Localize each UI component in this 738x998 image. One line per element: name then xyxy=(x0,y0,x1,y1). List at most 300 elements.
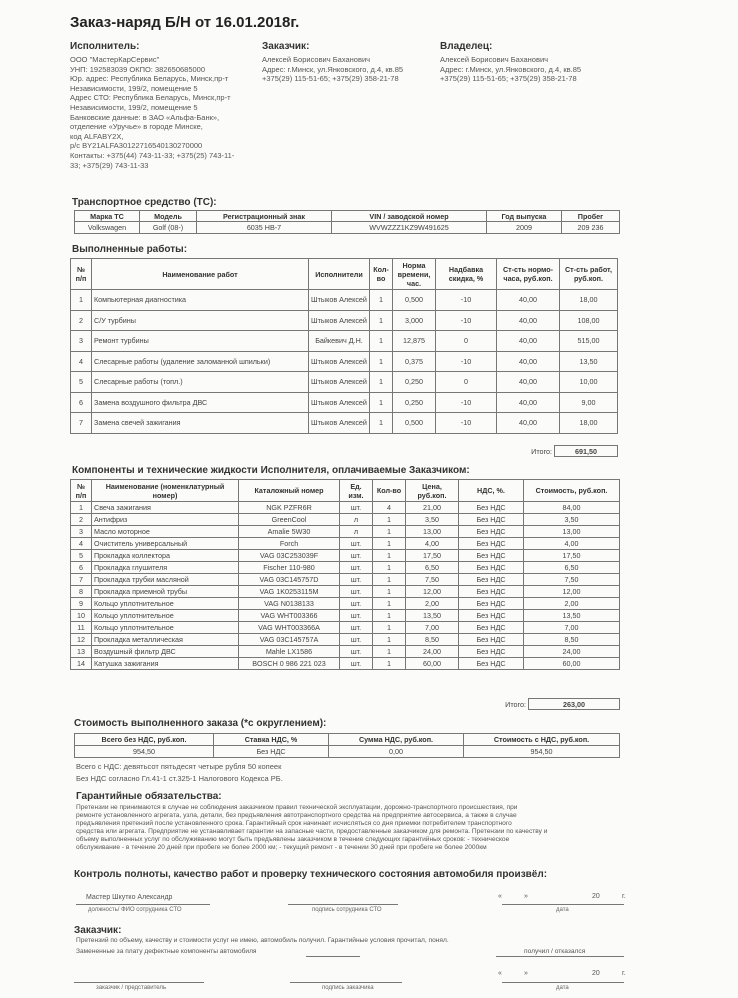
customer-address: Адрес: г.Минск, ул.Янковского, д.4, кв.85 xyxy=(262,64,404,74)
customer-heading: Заказчик: xyxy=(262,41,310,52)
table-cell: 40,00 xyxy=(497,310,560,331)
warranty-line: объему выполненных услуг по обслуживанию могут быть предъявлены заказчиком в течение следующих гарантийных сроков: - техническое xyxy=(76,836,510,843)
table-row xyxy=(71,502,620,514)
table-row xyxy=(71,586,620,598)
col-header: Надбавка скидка, % xyxy=(436,259,497,290)
col-header: № п/п xyxy=(71,480,92,502)
table-row xyxy=(71,646,620,658)
control-signature-caption: подпись сотрудника СТО xyxy=(312,907,382,913)
owner-details xyxy=(440,55,620,84)
table-cell: 0,500 xyxy=(393,290,436,311)
table-cell: Прокладка коллектора xyxy=(92,550,239,562)
table-cell: 40,00 xyxy=(497,413,560,434)
vehicle-row xyxy=(75,222,620,234)
table-row xyxy=(71,351,618,372)
table-cell: 7 xyxy=(71,574,92,586)
contractor-line: Банковские данные: в ЗАО «Альфа-Банк», xyxy=(70,112,220,122)
table-cell: BOSCH 0 986 221 023 xyxy=(239,658,340,670)
table-cell: л xyxy=(340,514,373,526)
table-cell: Свеча зажигания xyxy=(92,502,239,514)
table-cell: Антифриз xyxy=(92,514,239,526)
table-cell: 11 xyxy=(71,622,92,634)
table-cell: 1 xyxy=(373,634,406,646)
vehicle-make: Volkswagen xyxy=(75,222,140,234)
table-cell: -10 xyxy=(436,351,497,372)
table-cell: 1 xyxy=(373,622,406,634)
table-cell: шт. xyxy=(340,610,373,622)
table-cell: шт. xyxy=(340,550,373,562)
parts-total-value: 263,00 xyxy=(529,699,620,710)
warranty-line: Претензии не принимаются в случае не соблюдения заказчиком правил технической эксплуатации, дорожно-транспортного происшествия, при xyxy=(76,804,518,811)
table-cell: шт. xyxy=(340,538,373,550)
contractor-details xyxy=(70,55,260,170)
table-cell: 1 xyxy=(71,502,92,514)
table-cell: -10 xyxy=(436,413,497,434)
table-cell: NGK PZFR6R xyxy=(239,502,340,514)
contractor-line: отделение «Уручье» в городе Минске, xyxy=(70,122,203,132)
table-cell: шт. xyxy=(340,622,373,634)
col-header: № п/п xyxy=(71,259,92,290)
table-cell: 108,00 xyxy=(560,310,618,331)
table-cell: 1 xyxy=(373,610,406,622)
control-date-open: « xyxy=(498,893,502,900)
table-cell: 7,00 xyxy=(524,622,620,634)
warranty-line: средства или агрегата. Предприятие не устанавливает гарантии на запасные части, предоставленные заказчиком для ремонта. Претензии по качеству и xyxy=(76,828,548,835)
table-cell: 4 xyxy=(71,538,92,550)
contractor-line: Юр. адрес: Республика Беларусь, Минск,пр-т xyxy=(70,74,229,84)
table-cell: 6 xyxy=(71,562,92,574)
contractor-line: р/с BY21ALFA30122716540130270000 xyxy=(70,141,203,151)
table-cell: Слесарные работы (удаление заломанной шпильки) xyxy=(92,351,309,372)
table-cell: 0,375 xyxy=(393,351,436,372)
table-cell: шт. xyxy=(340,598,373,610)
table-cell: 0 xyxy=(436,372,497,393)
table-cell: 7,50 xyxy=(524,574,620,586)
contractor-line: Независимости, 199/2, помещение 5 xyxy=(70,102,198,112)
table-cell: Очиститель универсальный xyxy=(92,538,239,550)
table-cell: 5 xyxy=(71,550,92,562)
control-date-line xyxy=(502,904,624,905)
table-cell: 1 xyxy=(370,372,393,393)
table-row xyxy=(71,610,620,622)
owner-address: Адрес: г.Минск, ул.Янковского, д.4, кв.85 xyxy=(440,64,582,74)
control-position-caption: должность/ ФИО сотрудника СТО xyxy=(88,907,182,913)
warranty-heading: Гарантийные обязательства: xyxy=(76,791,222,802)
col-header: Цена, руб.коп. xyxy=(406,480,459,502)
table-cell: 1 xyxy=(370,413,393,434)
vehicle-heading: Транспортное средство (ТС): xyxy=(72,197,217,208)
owner-name: Алексей Борисович Баханович xyxy=(440,55,549,64)
table-cell: Штыков Алексей xyxy=(309,392,370,413)
table-cell: 10 xyxy=(71,610,92,622)
customer-date-close: » xyxy=(524,970,528,977)
table-cell: 515,00 xyxy=(560,331,618,352)
contractor-line: Адрес СТО: Республика Беларусь, Минск,пр-т xyxy=(70,93,231,103)
table-cell: Штыков Алексей xyxy=(309,290,370,311)
table-cell: 3,50 xyxy=(406,514,459,526)
table-cell: С/У турбины xyxy=(92,310,309,331)
parts-total-label: Итого: xyxy=(505,699,526,709)
table-cell: 2 xyxy=(71,514,92,526)
customer-date-open: « xyxy=(498,970,502,977)
col-header: Наименование (номенклатурный номер) xyxy=(92,480,239,502)
table-cell: 13,50 xyxy=(524,610,620,622)
table-row xyxy=(71,413,618,434)
table-cell: 2 xyxy=(71,310,92,331)
table-cell: 9,00 xyxy=(560,392,618,413)
control-heading: Контроль полноты, качество работ и проверку технического состояния автомобиля произвёл: xyxy=(74,869,548,880)
table-cell: 3 xyxy=(71,526,92,538)
customer-accept-heading: Заказчик: xyxy=(74,925,122,936)
contractor-line: Контакты: +375(44) 743-11-33; +375(25) 743-11- xyxy=(70,150,235,160)
customer-accept-line1: Претензий по объему, качеству и стоимости услуг не имею, автомобиль получил. Гарантийные условия прочитал, понял. xyxy=(76,937,449,944)
control-person: Мастер Шкутко Александр xyxy=(86,894,173,901)
table-cell: шт. xyxy=(340,586,373,598)
table-cell: VAG WHT003366A xyxy=(239,622,340,634)
cost-header-row xyxy=(75,734,620,746)
vehicle-mileage: 209 236 xyxy=(562,222,620,234)
col-header: Сумма НДС, руб.коп. xyxy=(329,734,464,746)
table-cell: 12 xyxy=(71,634,92,646)
table-cell: 1 xyxy=(373,598,406,610)
col-header: Исполнители xyxy=(309,259,370,290)
table-row xyxy=(71,658,620,670)
table-cell: 40,00 xyxy=(497,290,560,311)
table-row xyxy=(71,622,620,634)
table-cell: 17,50 xyxy=(406,550,459,562)
col-header: Стоимость с НДС, руб.коп. xyxy=(464,734,620,746)
table-cell: -10 xyxy=(436,310,497,331)
table-cell: Без НДС xyxy=(459,574,524,586)
table-cell: 1 xyxy=(370,310,393,331)
parts-table xyxy=(70,479,620,670)
table-cell: GreenCool xyxy=(239,514,340,526)
vehicle-header-row xyxy=(75,211,620,222)
col-header: VIN / заводской номер xyxy=(332,211,487,222)
table-cell: Fischer 110-980 xyxy=(239,562,340,574)
table-cell: 13,50 xyxy=(406,610,459,622)
table-cell: 1 xyxy=(370,290,393,311)
table-cell: 4,00 xyxy=(406,538,459,550)
contractor-line: ООО "МастерКарСервис" xyxy=(70,55,160,64)
table-cell: 0 xyxy=(436,331,497,352)
table-cell: 12,00 xyxy=(524,586,620,598)
parts-total xyxy=(470,698,620,710)
cost-vat-rate: Без НДС xyxy=(214,746,329,758)
table-cell: Без НДС xyxy=(459,538,524,550)
table-cell: Без НДС xyxy=(459,610,524,622)
table-row xyxy=(71,392,618,413)
control-signature-line xyxy=(288,904,398,905)
col-header: Наименование работ xyxy=(92,259,309,290)
table-cell: Замена воздушного фильтра ДВС xyxy=(92,392,309,413)
table-cell: 0,250 xyxy=(393,392,436,413)
table-cell: 3,000 xyxy=(393,310,436,331)
works-header-row xyxy=(71,259,618,290)
col-header: Пробег xyxy=(562,211,620,222)
table-cell: Прокладка приемной трубы xyxy=(92,586,239,598)
works-total-label: Итого: xyxy=(531,446,552,456)
table-cell: 2,00 xyxy=(406,598,459,610)
table-row xyxy=(71,514,620,526)
table-cell: Масло моторное xyxy=(92,526,239,538)
control-date-year: 20 xyxy=(592,893,600,900)
table-cell: 13,00 xyxy=(406,526,459,538)
table-cell: VAG 03C145757D xyxy=(239,574,340,586)
customer-accept-line2: Замененные за плату дефектные компоненты автомобиля xyxy=(76,948,257,955)
works-total xyxy=(480,445,618,457)
table-cell: 6,50 xyxy=(524,562,620,574)
table-cell: 13 xyxy=(71,646,92,658)
table-cell: 24,00 xyxy=(524,646,620,658)
table-cell: Байкевич Д.Н. xyxy=(309,331,370,352)
col-header: Норма времени, час. xyxy=(393,259,436,290)
table-cell: 1 xyxy=(373,646,406,658)
table-cell: Штыков Алексей xyxy=(309,372,370,393)
table-cell: Без НДС xyxy=(459,622,524,634)
control-position-line xyxy=(76,904,210,905)
table-cell: 8 xyxy=(71,586,92,598)
table-row xyxy=(71,574,620,586)
table-cell: 1 xyxy=(373,538,406,550)
table-cell: 1 xyxy=(373,586,406,598)
contractor-line: 33; +375(29) 743-11-33 xyxy=(70,160,149,170)
table-cell: 60,00 xyxy=(406,658,459,670)
control-date-caption: дата xyxy=(556,907,569,913)
table-cell: Без НДС xyxy=(459,586,524,598)
table-cell: Без НДС xyxy=(459,562,524,574)
table-cell: 8,50 xyxy=(524,634,620,646)
table-cell: шт. xyxy=(340,646,373,658)
table-cell: VAG 1K0253115M xyxy=(239,586,340,598)
contractor-block xyxy=(70,41,260,170)
cost-row xyxy=(75,746,620,758)
table-cell: Без НДС xyxy=(459,502,524,514)
works-total-value: 691,50 xyxy=(555,446,618,457)
table-cell: 12,875 xyxy=(393,331,436,352)
table-cell: 18,00 xyxy=(560,290,618,311)
contractor-line: Независимости, 199/2, помещение 5 xyxy=(70,83,198,93)
cost-gross: 954,50 xyxy=(464,746,620,758)
table-cell: 21,00 xyxy=(406,502,459,514)
table-row xyxy=(71,526,620,538)
table-cell: Без НДС xyxy=(459,634,524,646)
table-cell: 4 xyxy=(373,502,406,514)
table-row xyxy=(71,331,618,352)
customer-name-caption: заказчик / представитель xyxy=(96,985,167,991)
table-cell: 9 xyxy=(71,598,92,610)
table-row xyxy=(71,598,620,610)
warranty-line: ремонте установленного агрегата, узла, детали, без предъявления автотранспортного средства на предприятие автосервиса, а также в случае xyxy=(76,812,517,819)
owner-phone: +375(29) 115-51-65; +375(29) 358-21-78 xyxy=(440,74,577,84)
table-cell: шт. xyxy=(340,634,373,646)
col-header: Ст-сть нормо-часа, руб.коп. xyxy=(497,259,560,290)
col-header: Марка ТС xyxy=(75,211,140,222)
table-cell: Катушка зажигания xyxy=(92,658,239,670)
vehicle-vin: WVWZZZ1KZ9W491625 xyxy=(332,222,487,234)
table-cell: 14 xyxy=(71,658,92,670)
parts-header-row xyxy=(71,480,620,502)
customer-date-year: 20 xyxy=(592,970,600,977)
table-cell: 12,00 xyxy=(406,586,459,598)
table-cell: Кольцо уплотнительное xyxy=(92,622,239,634)
table-cell: Слесарные работы (топл.) xyxy=(92,372,309,393)
warranty-line: обслуживание - в течение 20 дней при пробеге не более 2000 км; - текущий ремонт - в течении 30 дней при пробеге не более 2000км xyxy=(76,844,487,851)
table-cell: Без НДС xyxy=(459,550,524,562)
col-header: Ед. изм. xyxy=(340,480,373,502)
page-title: Заказ-наряд Б/Н от 16.01.2018г. xyxy=(70,14,300,31)
col-header: Год выпуска xyxy=(487,211,562,222)
table-cell: Ремонт турбины xyxy=(92,331,309,352)
col-header: Всего без НДС, руб.коп. xyxy=(75,734,214,746)
table-cell: Amalie 5W30 xyxy=(239,526,340,538)
table-cell: Без НДС xyxy=(459,526,524,538)
table-cell: 40,00 xyxy=(497,392,560,413)
table-cell: 10,00 xyxy=(560,372,618,393)
table-cell: 24,00 xyxy=(406,646,459,658)
table-cell: Штыков Алексей xyxy=(309,413,370,434)
col-header: Стоимость, руб.коп. xyxy=(524,480,620,502)
owner-block xyxy=(440,41,620,84)
table-cell: Кольцо уплотнительное xyxy=(92,610,239,622)
table-cell: Компьютерная диагностика xyxy=(92,290,309,311)
col-header: Модель xyxy=(140,211,197,222)
customer-signature-caption: подпись заказчика xyxy=(322,985,374,991)
table-cell: 18,00 xyxy=(560,413,618,434)
table-cell: шт. xyxy=(340,658,373,670)
table-cell: 7,00 xyxy=(406,622,459,634)
table-cell: шт. xyxy=(340,574,373,586)
table-cell: 1 xyxy=(373,526,406,538)
parts-heading: Компоненты и технические жидкости Исполнителя, оплачиваемые Заказчиком: xyxy=(72,465,470,476)
customer-signature-line xyxy=(290,982,402,983)
customer-name: Алексей Борисович Баханович xyxy=(262,55,371,64)
col-header: Регистрационный знак xyxy=(197,211,332,222)
table-cell: 6,50 xyxy=(406,562,459,574)
table-cell: VAG WHT003366 xyxy=(239,610,340,622)
col-header: Кол-во xyxy=(373,480,406,502)
vehicle-table xyxy=(74,210,620,234)
table-cell: 7,50 xyxy=(406,574,459,586)
table-cell: 8,50 xyxy=(406,634,459,646)
contractor-line: код ALFABY2X, xyxy=(70,131,124,141)
table-cell: 1 xyxy=(373,550,406,562)
customer-date-line xyxy=(502,982,624,983)
cost-table xyxy=(74,733,620,758)
cost-words: Всего с НДС: девятьсот пятьдесят четыре рубля 50 копеек xyxy=(76,762,282,771)
table-cell: 1 xyxy=(71,290,92,311)
table-cell: 4,00 xyxy=(524,538,620,550)
customer-details xyxy=(262,55,432,84)
control-date-suffix: г. xyxy=(622,893,626,900)
table-cell: 3 xyxy=(71,331,92,352)
table-cell: Кольцо уплотнительное xyxy=(92,598,239,610)
table-cell: шт. xyxy=(340,562,373,574)
table-cell: Штыков Алексей xyxy=(309,351,370,372)
owner-heading: Владелец: xyxy=(440,41,493,52)
table-cell: 6 xyxy=(71,392,92,413)
table-cell: 0,500 xyxy=(393,413,436,434)
col-header: Ст-сть работ, руб.коп. xyxy=(560,259,618,290)
table-cell: 0,250 xyxy=(393,372,436,393)
table-cell: 13,00 xyxy=(524,526,620,538)
table-cell: 1 xyxy=(370,351,393,372)
customer-parts-line xyxy=(306,956,360,957)
vat-note: Без НДС согласно Гл.41-1 ст.325-1 Налогового Кодекса РБ. xyxy=(76,774,283,783)
table-cell: -10 xyxy=(436,392,497,413)
table-cell: 1 xyxy=(373,562,406,574)
table-row xyxy=(71,538,620,550)
cost-net: 954,50 xyxy=(75,746,214,758)
table-cell: 40,00 xyxy=(497,351,560,372)
customer-block xyxy=(262,41,432,84)
col-header: Кол-во xyxy=(370,259,393,290)
col-header: Каталожный номер xyxy=(239,480,340,502)
table-cell: Без НДС xyxy=(459,514,524,526)
vehicle-plate: 6035 НВ-7 xyxy=(197,222,332,234)
table-cell: шт. xyxy=(340,502,373,514)
table-cell: 5 xyxy=(71,372,92,393)
vehicle-model: Golf (08-) xyxy=(140,222,197,234)
table-cell: -10 xyxy=(436,290,497,311)
works-heading: Выполненные работы: xyxy=(72,244,188,255)
table-cell: л xyxy=(340,526,373,538)
table-cell: 4 xyxy=(71,351,92,372)
table-cell: 1 xyxy=(373,658,406,670)
table-row xyxy=(71,562,620,574)
table-cell: 7 xyxy=(71,413,92,434)
customer-name-line xyxy=(74,982,204,983)
table-cell: 1 xyxy=(370,331,393,352)
cost-heading: Стоимость выполненного заказа (*с округлением): xyxy=(74,718,327,729)
table-cell: 1 xyxy=(373,514,406,526)
table-cell: 2,00 xyxy=(524,598,620,610)
table-cell: 13,50 xyxy=(560,351,618,372)
table-cell: Mahle LX1586 xyxy=(239,646,340,658)
customer-parts-choice: получил / отказался xyxy=(524,948,586,955)
col-header: Ставка НДС, % xyxy=(214,734,329,746)
table-cell: Forch xyxy=(239,538,340,550)
table-cell: VAG N0138133 xyxy=(239,598,340,610)
table-cell: 60,00 xyxy=(524,658,620,670)
table-cell: Без НДС xyxy=(459,598,524,610)
table-row xyxy=(71,634,620,646)
customer-date-suffix: г. xyxy=(622,970,626,977)
table-cell: 40,00 xyxy=(497,331,560,352)
cost-vat-sum: 0,00 xyxy=(329,746,464,758)
contractor-heading: Исполнитель: xyxy=(70,41,140,52)
control-date-close: » xyxy=(524,893,528,900)
table-cell: 1 xyxy=(373,574,406,586)
table-cell: VAG 03C253039F xyxy=(239,550,340,562)
table-cell: Без НДС xyxy=(459,658,524,670)
table-row xyxy=(71,310,618,331)
table-row xyxy=(71,372,618,393)
customer-date-caption: дата xyxy=(556,985,569,991)
table-cell: 3,50 xyxy=(524,514,620,526)
table-cell: 17,50 xyxy=(524,550,620,562)
table-cell: Прокладка трубки масляной xyxy=(92,574,239,586)
warranty-text xyxy=(76,804,636,852)
table-cell: 1 xyxy=(370,392,393,413)
table-cell: Замена свечей зажигания xyxy=(92,413,309,434)
table-cell: VAG 03C145757A xyxy=(239,634,340,646)
works-table xyxy=(70,258,618,434)
vehicle-year: 2009 xyxy=(487,222,562,234)
table-cell: Воздушный фильтр ДВС xyxy=(92,646,239,658)
customer-phone: +375(29) 115-51-65; +375(29) 358-21-78 xyxy=(262,74,399,84)
table-row xyxy=(71,550,620,562)
